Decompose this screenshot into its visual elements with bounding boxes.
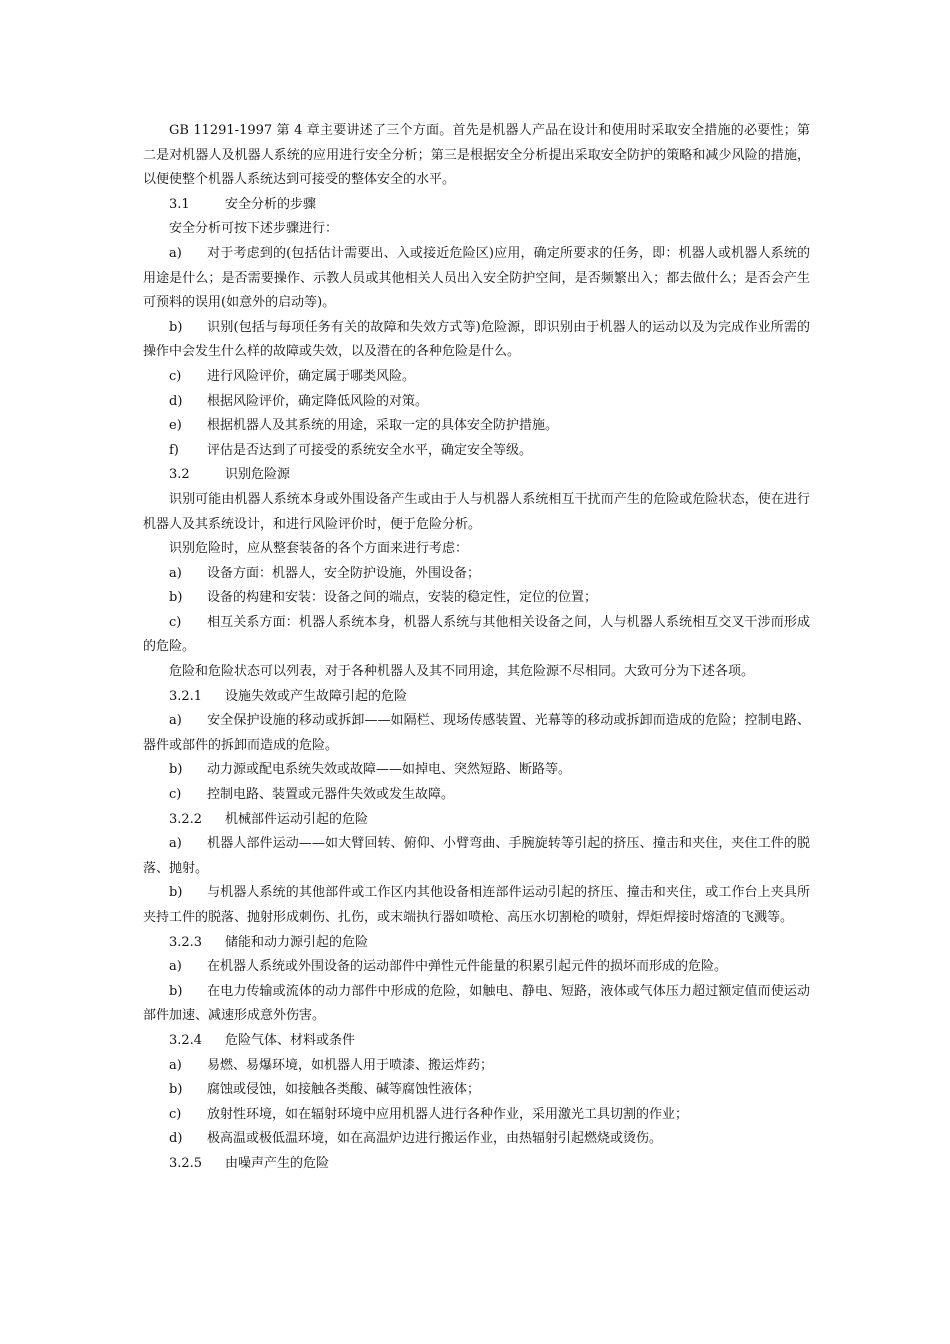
section-heading [143, 1029, 810, 1054]
list-item-text: 腐蚀或侵蚀，如接触各类酸、碱等腐蚀性液体； [207, 1082, 481, 1098]
list-item [143, 586, 810, 611]
section-title: 危险气体、材料或条件 [225, 1032, 356, 1048]
list-marker: b) [169, 590, 183, 606]
paragraph: 危险和危险状态可以列表，对于各种机器人及其不同用途，其危险源不尽相同。大致可分为下述各项。 [169, 664, 755, 680]
list-item-text: 与机器人系统的其他部件或工作区内其他设备相连部件运动引起的挤压、撞击和夹住，或工作台上夹具所夹持工件的脱落、抛射形成刺伤、扎伤，或末端执行器如喷枪、高压水切割枪的喷射，焊炬焊接时熔渣的飞溅等。 [143, 885, 810, 925]
section-heading [143, 808, 810, 833]
list-item-text: 相互关系方面：机器人系统本身，机器人系统与其他相关设备之间，人与机器人系统相互交叉干涉而形成的危险。 [143, 614, 810, 655]
paragraph: 识别危险时，应从整套装备的各个方面来进行考虑： [169, 541, 469, 557]
list-item [143, 242, 810, 316]
list-item-text: 控制电路、装置或元器件失效或发生故障。 [207, 787, 455, 803]
list-item [143, 1127, 810, 1152]
list-marker: a) [169, 245, 182, 261]
list-marker: c) [169, 1106, 182, 1122]
paragraph: GB 11291-1997 第 4 章主要讲述了三个方面。首先是机器人产品在设计和使用时采取安全措施的必要性；第二是对机器人及机器人系统的应用进行安全分析；第三是根据安全分析提出采取安全防护的策略和减少风险的措施，以便使整个机器人系统达到可接受的整体安全的水平。 [143, 123, 810, 188]
list-marker: b) [169, 1082, 183, 1098]
list-marker: a) [169, 713, 182, 729]
section-title: 安全分析的步骤 [225, 196, 317, 212]
section-number: 3.2.3 [169, 934, 203, 950]
list-item-text: 设备的构建和安装：设备之间的端点，安装的稳定性，定位的位置； [207, 590, 598, 606]
list-marker: a) [169, 959, 182, 975]
list-item [143, 390, 810, 415]
section-title: 机械部件运动引起的危险 [225, 811, 369, 827]
list-item [143, 758, 810, 783]
list-marker: b) [169, 885, 183, 901]
list-marker: b) [169, 319, 183, 335]
list-item [143, 316, 810, 365]
list-marker: f) [169, 442, 179, 458]
list-item [143, 709, 810, 758]
list-marker: c) [169, 787, 182, 803]
list-item-text: 机器人部件运动——如大臂回转、俯仰、小臂弯曲、手腕旋转等引起的挤压、撞击和夹住，夹住工件的脱落、抛射。 [143, 836, 810, 876]
list-item-text: 极高温或极低温环境，如在高温炉边进行搬运作业，由热辐射引起燃烧或烫伤。 [207, 1131, 663, 1147]
section-title: 识别危险源 [225, 467, 291, 483]
list-item-text: 根据风险评价，确定降低风险的对策。 [207, 393, 429, 409]
list-item-text: 评估是否达到了可接受的系统安全水平，确定安全等级。 [207, 442, 533, 458]
list-item [143, 414, 810, 439]
list-item [143, 832, 810, 881]
list-item-text: 识别(包括与每项任务有关的故障和失效方式等)危险源，即识别由于机器人的运动以及为完成作业所需的操作中会发生什么样的故障或失效，以及潜在的各种危险是什么。 [143, 319, 810, 360]
list-marker: d) [169, 393, 183, 409]
list-item [143, 783, 810, 808]
section-title: 由噪声产生的危险 [225, 1155, 330, 1171]
list-item [143, 439, 810, 464]
document-page [143, 119, 810, 1177]
section-number: 3.2 [169, 467, 190, 483]
section-heading [143, 463, 810, 488]
list-marker: d) [169, 1131, 183, 1147]
section-number: 3.2.5 [169, 1155, 203, 1171]
section-number: 3.1 [169, 196, 190, 212]
section-heading [143, 685, 810, 710]
section-number: 3.2.4 [169, 1032, 203, 1048]
list-item [143, 1078, 810, 1103]
list-item [143, 881, 810, 930]
list-item-text: 对于考虑到的(包括估计需要出、入或接近危险区)应用，确定所要求的任务，即：机器人或机器人系统的用途是什么；是否需要操作、示教人员或其他相关人员出入安全防护空间，是否频繁出入；都去做什么；是否会产生可预料的误用(如意外的启动等)。 [143, 245, 810, 311]
list-marker: a) [169, 565, 182, 581]
list-item [143, 611, 810, 660]
list-item-text: 动力源或配电系统失效或故障——如掉电、突然短路、断路等。 [207, 762, 572, 778]
list-item-text: 在机器人系统或外围设备的运动部件中弹性元件能量的积累引起元件的损坏而形成的危险。 [207, 959, 728, 975]
list-item-text: 进行风险评价，确定属于哪类风险。 [207, 368, 416, 384]
list-marker: b) [169, 983, 183, 999]
list-item-text: 设备方面：机器人，安全防护设施，外围设备； [207, 565, 481, 581]
section-heading [143, 1152, 810, 1177]
section-heading [143, 193, 810, 218]
section-heading [143, 931, 810, 956]
paragraph: 识别可能由机器人系统本身或外围设备产生或由于人与机器人系统相互干扰而产生的危险或危险状态，使在进行机器人及其系统设计，和进行风险评价时，便于危险分析。 [143, 491, 810, 532]
paragraph: 安全分析可按下述步骤进行： [169, 221, 339, 237]
list-marker: c) [169, 368, 182, 384]
list-item-text: 放射性环境，如在辐射环境中应用机器人进行各种作业，采用激光工具切割的作业； [207, 1106, 689, 1122]
list-item [143, 1103, 810, 1128]
list-marker: b) [169, 762, 183, 778]
section-title: 储能和动力源引起的危险 [225, 934, 369, 950]
section-number: 3.2.2 [169, 811, 203, 827]
list-item [143, 955, 810, 980]
list-item-text: 易燃、易爆环境，如机器人用于喷漆、搬运炸药； [207, 1057, 494, 1073]
list-item-text: 安全保护设施的移动或拆卸——如隔栏、现场传感装置、光幕等的移动或拆卸而造成的危险；控制电路、器件或部件的拆卸而造成的危险。 [143, 713, 810, 753]
list-marker: a) [169, 836, 182, 852]
section-number: 3.2.1 [169, 688, 203, 704]
list-marker: e) [169, 418, 182, 434]
list-item-text: 根据机器人及其系统的用途，采取一定的具体安全防护措施。 [207, 418, 559, 434]
list-item [143, 562, 810, 587]
list-item [143, 1054, 810, 1079]
list-marker: c) [169, 614, 182, 630]
list-marker: a) [169, 1057, 182, 1073]
list-item [143, 980, 810, 1029]
list-item-text: 在电力传输或流体的动力部件中形成的危险，如触电、静电、短路，液体或气体压力超过额定值而使运动部件加速、减速形成意外伤害。 [143, 983, 810, 1024]
section-title: 设施失效或产生故障引起的危险 [225, 688, 408, 704]
list-item [143, 365, 810, 390]
